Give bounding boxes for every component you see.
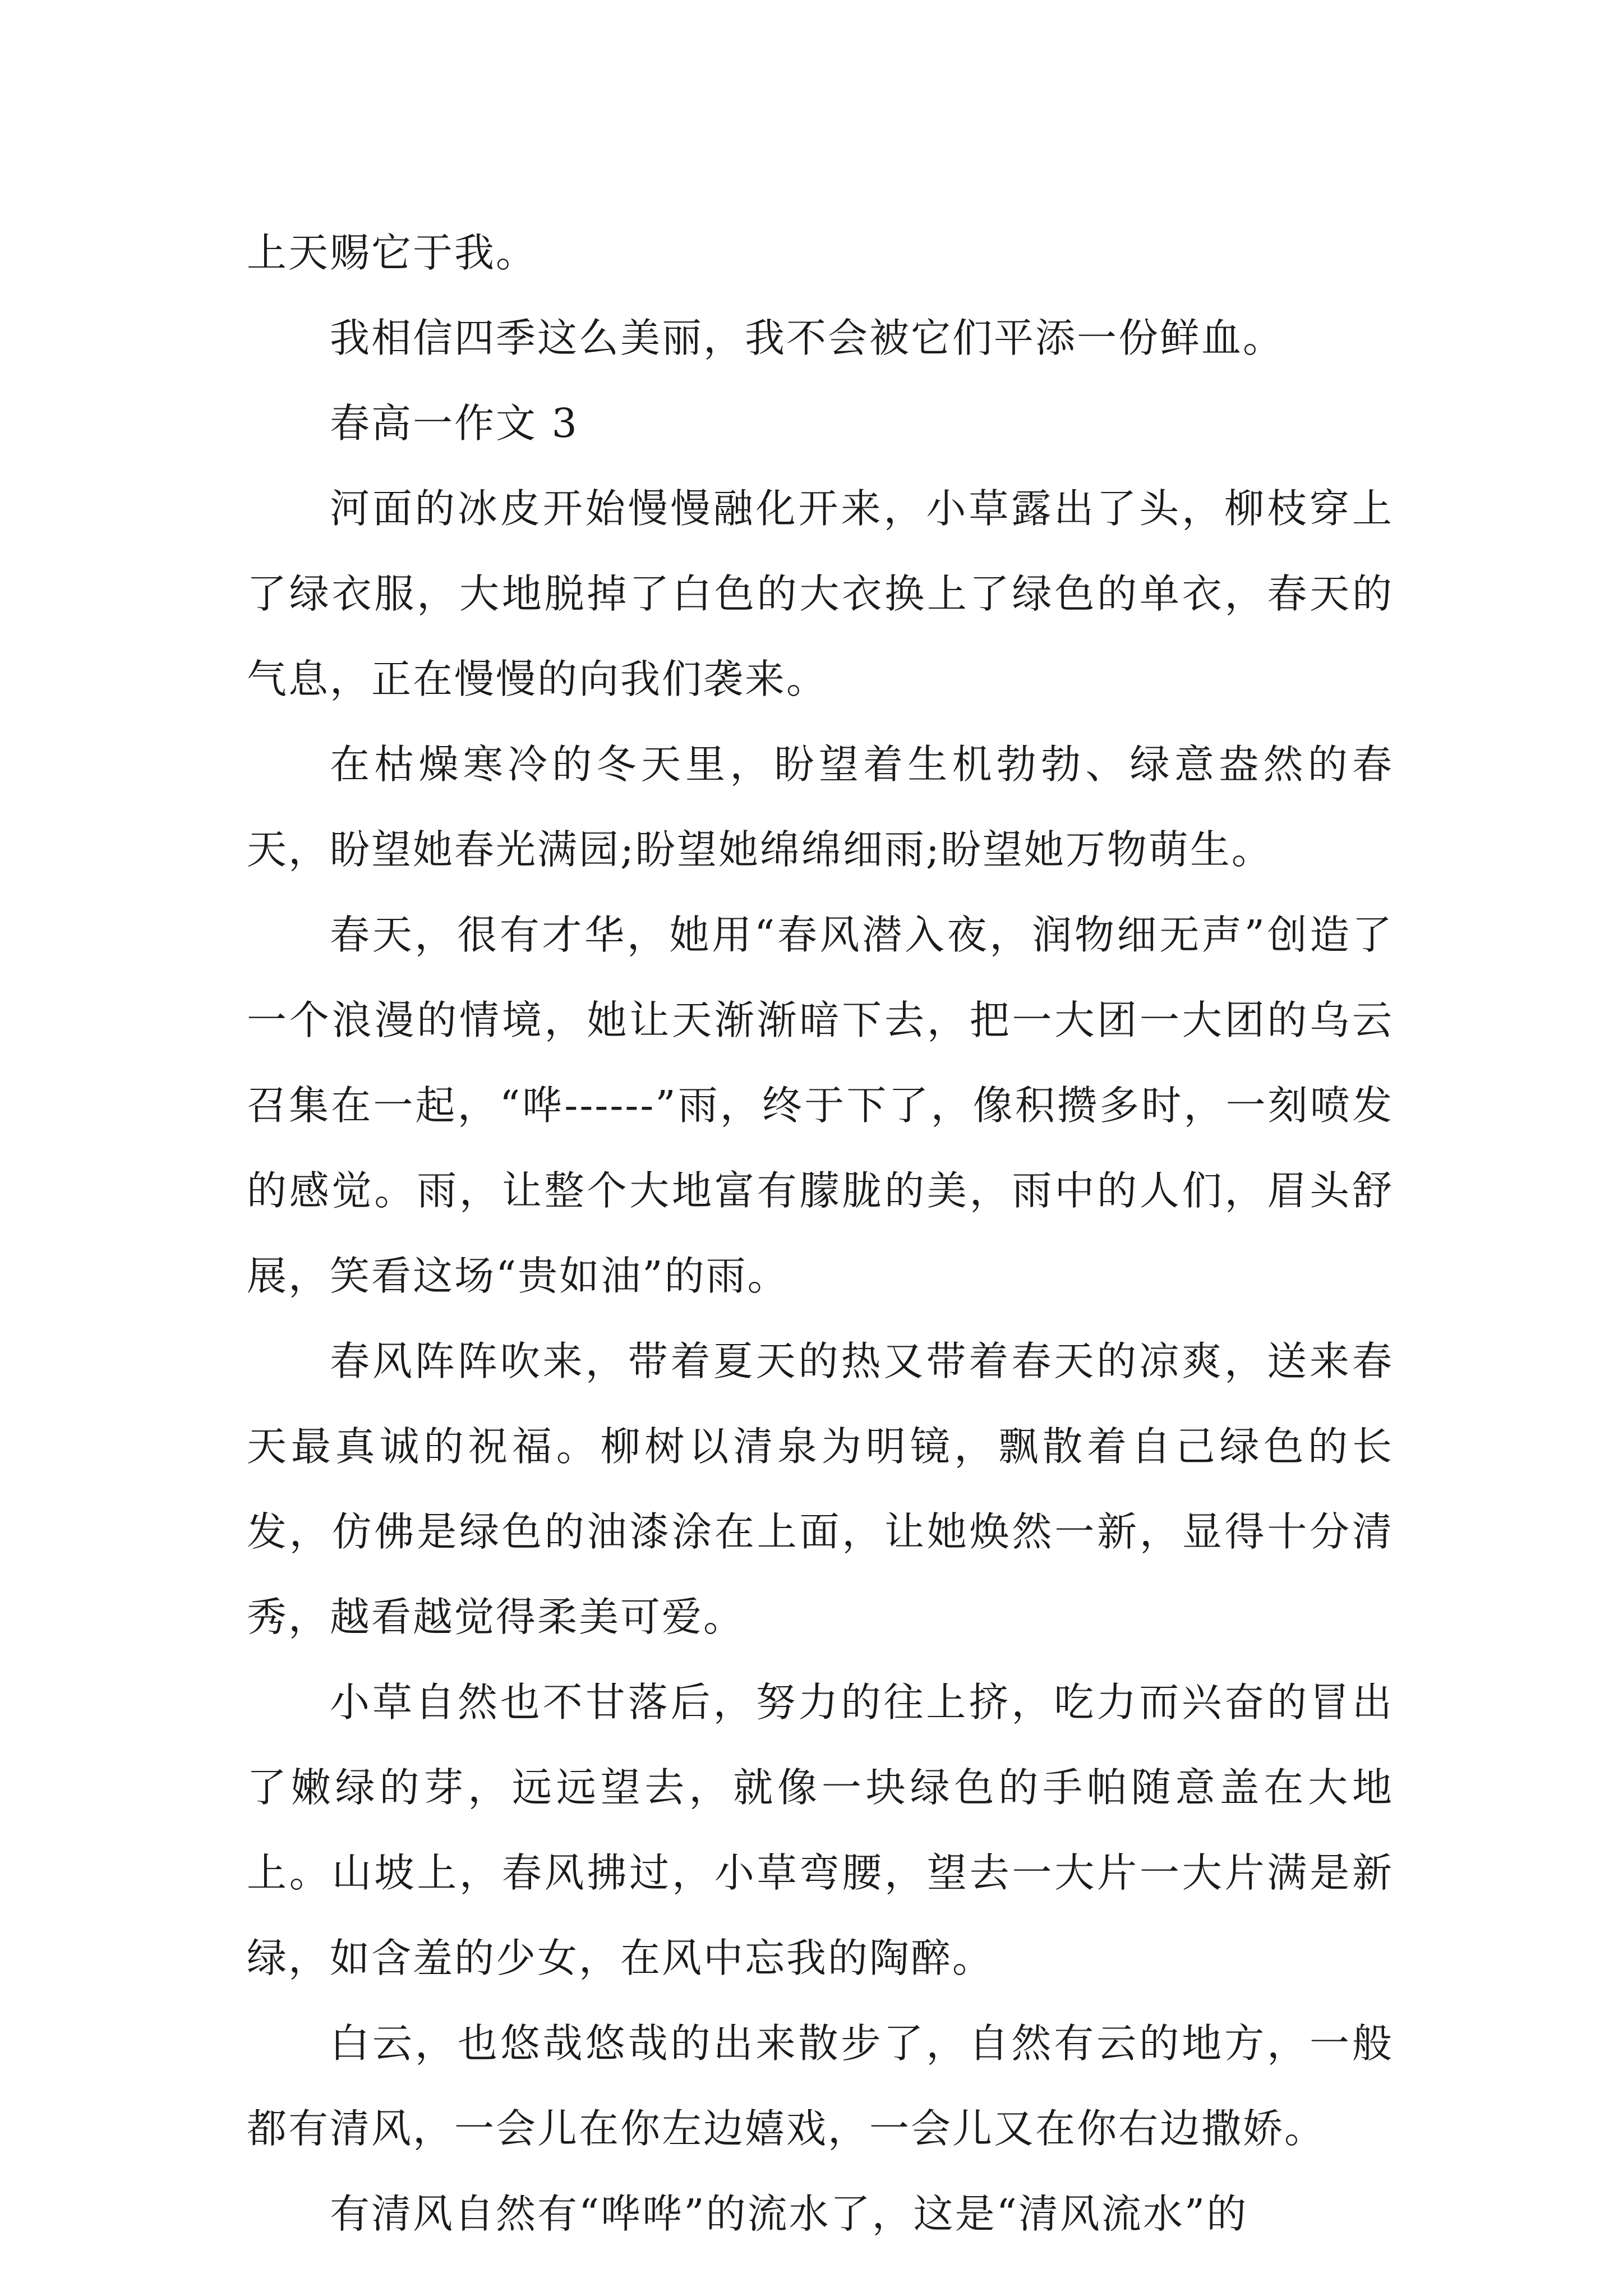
section-heading: 春高一作文 3 (330, 400, 579, 447)
paragraph: 春风阵阵吹来，带着夏天的热又带着春天的凉爽，送来春天最真诚的祝福。柳树以清泉为明镜，飘散着自己绿色的长发，仿佛是绿色的油漆涂在上面，让她焕然一新，显得十分清秀，越看越觉得柔美可爱。 (247, 1338, 1394, 1640)
paragraph: 河面的冰皮开始慢慢融化开来，小草露出了头，柳枝穿上了绿衣服，大地脱掉了白色的大衣换上了绿色的单衣，春天的气息，正在慢慢的向我们袭来。 (247, 485, 1394, 702)
paragraph: 小草自然也不甘落后，努力的往上挤，吃力而兴奋的冒出了嫩绿的芽，远远望去，就像一块绿色的手帕随意盖在大地上。山坡上，春风拂过，小草弯腰，望去一大片一大片满是新绿，如含羞的少女，在风中忘我的陶醉。 (247, 1679, 1394, 1981)
document-body (247, 210, 1394, 2257)
paragraph: 上天赐它于我。 (247, 229, 538, 276)
paragraph: 有清风自然有“哗哗”的流水了，这是“清风流水”的 (330, 2191, 1248, 2237)
paragraph: 在枯燥寒冷的冬天里，盼望着生机勃勃、绿意盎然的春天，盼望她春光满园;盼望她绵绵细雨;盼望她万物萌生。 (247, 741, 1394, 873)
paragraph: 我相信四季这么美丽，我不会被它们平添一份鲜血。 (330, 315, 1285, 361)
paragraph: 春天，很有才华，她用“春风潜入夜，润物细无声”创造了一个浪漫的情境，她让天渐渐暗下去，把一大团一大团的乌云召集在一起，“哗------”雨，终于下了，像积攒多时，一刻喷发的感觉。雨，让整个大地富有朦胧的美，雨中的人们，眉头舒展，笑看这场“贵如油”的雨。 (247, 912, 1394, 1299)
paragraph: 白云，也悠哉悠哉的出来散步了，自然有云的地方，一般都有清风，一会儿在你左边嬉戏，一会儿又在你右边撒娇。 (247, 2020, 1394, 2152)
